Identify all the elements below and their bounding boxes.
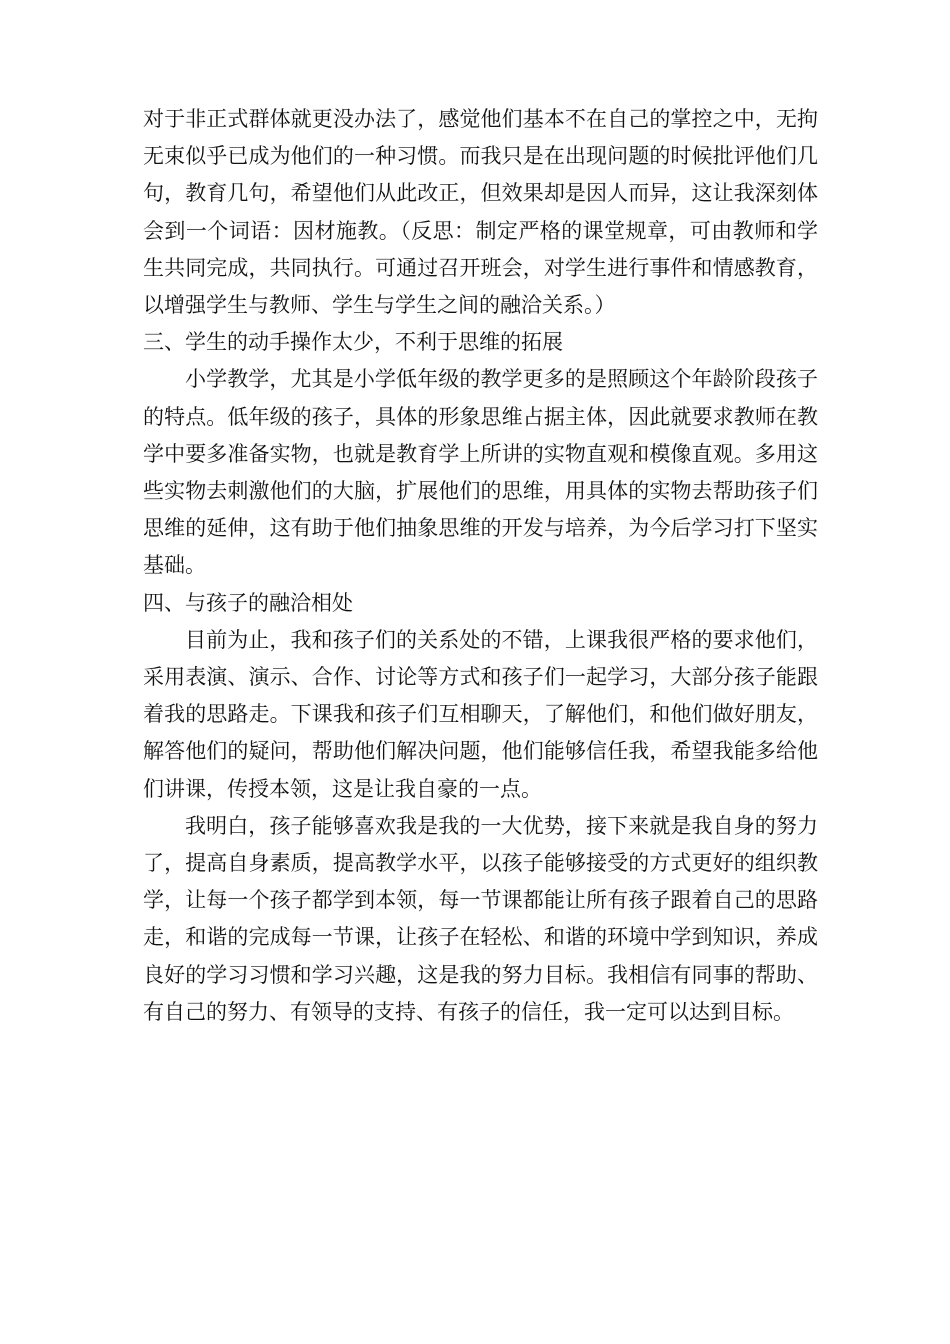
section-heading-4: 四、与孩子的融洽相处 [143, 590, 353, 615]
paragraph-informal-groups: 对于非正式群体就更没办法了，感觉他们基本不在自己的掌控之中，无拘无束似乎已成为他们的一种习惯。而我只是在出现问题的时候批评他们几句，教育几句，希望他们从此改正，但效果却是因人而异，这让我深刻体会到一个词语：因材施教。（反思：制定严格的课堂规章，可由教师和学生共同完成，共同执行。可通过召开班会，对学生进行事件和情感教育，以增强学生与教师、学生与学生之间的融洽关系。） [143, 107, 818, 318]
paragraph-relationship: 目前为止，我和孩子们的关系处的不错，上课我很严格的要求他们，采用表演、演示、合作、讨论等方式和孩子们一起学习，大部分孩子能跟着我的思路走。下课我和孩子们互相聊天，了解他们，和他们做好朋友，解答他们的疑问，帮助他们解决问题，他们能够信任我，希望我能多给他们讲课，传授本领，这是让我自豪的一点。 [143, 627, 818, 801]
document-body [143, 101, 818, 1031]
paragraph-hands-on: 小学教学，尤其是小学低年级的教学更多的是照顾这个年龄阶段孩子的特点。低年级的孩子，具体的形象思维占据主体，因此就要求教师在教学中要多准备实物，也就是教育学上所讲的实物直观和模像直观。多用这些实物去刺激他们的大脑，扩展他们的思维，用具体的实物去帮助孩子们思维的延伸，这有助于他们抽象思维的开发与培养，为今后学习打下坚实基础。 [143, 367, 818, 578]
section-heading-3: 三、学生的动手操作太少，不利于思维的拓展 [143, 330, 563, 355]
paragraph-goals: 我明白，孩子能够喜欢我是我的一大优势，接下来就是我自身的努力了，提高自身素质，提高教学水平，以孩子能够接受的方式更好的组织教学，让每一个孩子都学到本领，每一节课都能让所有孩子跟着自己的思路走，和谐的完成每一节课，让孩子在轻松、和谐的环境中学到知识，养成良好的学习习惯和学习兴趣，这是我的努力目标。我相信有同事的帮助、有自己的努力、有领导的支持、有孩子的信任，我一定可以达到目标。 [143, 813, 818, 1024]
